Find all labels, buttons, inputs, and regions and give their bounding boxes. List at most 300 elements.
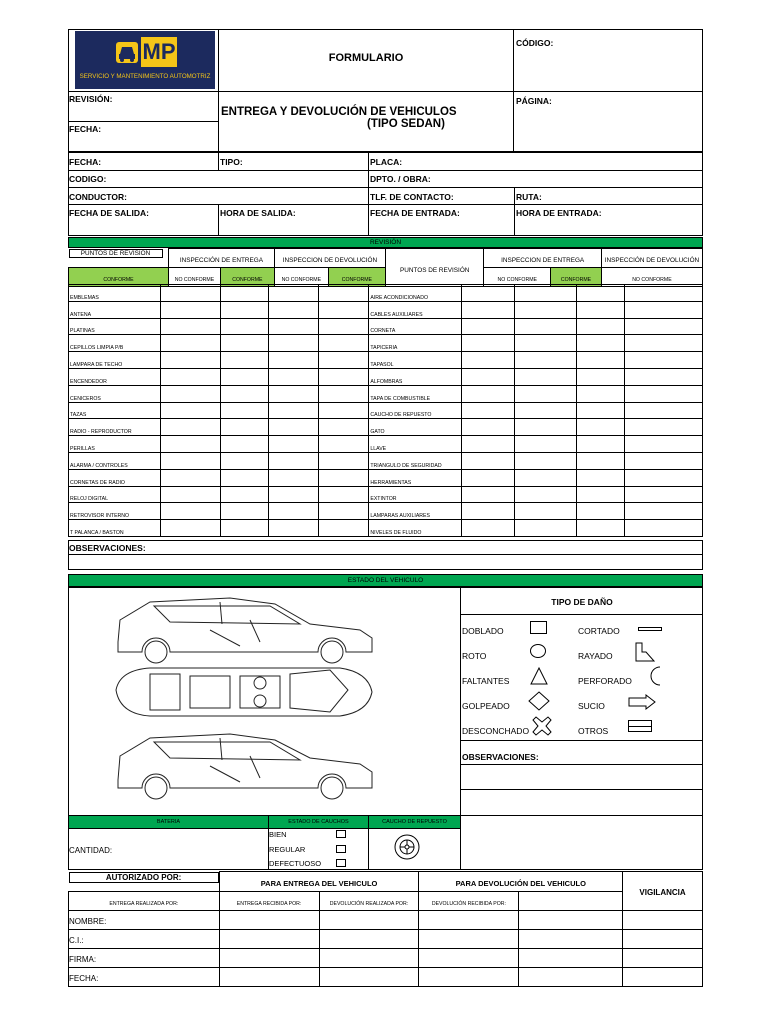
check-cell[interactable] xyxy=(515,402,577,419)
right-item-cell xyxy=(369,503,461,520)
check-cell[interactable] xyxy=(577,352,624,369)
check-cell[interactable] xyxy=(461,486,514,503)
signature-cell[interactable] xyxy=(419,968,519,987)
info-hora-entrada: HORA DE ENTRADA: xyxy=(516,208,602,218)
return-header: PARA DEVOLUCIÓN DEL VEHICULO xyxy=(419,872,623,892)
return-made-by-header: DEVOLUCIÓN REALIZADA POR: xyxy=(319,892,419,911)
signature-cell[interactable] xyxy=(623,911,703,930)
check-cell[interactable] xyxy=(624,419,702,436)
damage-hline-7 xyxy=(461,789,703,790)
damage-cortado-label: CORTADO xyxy=(578,626,620,636)
double-bar-icon xyxy=(628,720,652,732)
signature-cell[interactable] xyxy=(219,949,319,968)
info-fecha-salida: FECHA DE SALIDA: xyxy=(69,208,149,218)
check-cell[interactable] xyxy=(461,503,514,520)
revision-item-label: TAPASOL xyxy=(370,361,394,368)
signature-cell[interactable] xyxy=(623,949,703,968)
check-cell[interactable] xyxy=(515,318,577,335)
left-item-cell xyxy=(69,352,161,369)
check-cell[interactable] xyxy=(268,452,318,469)
signature-cell[interactable] xyxy=(419,911,519,930)
left-return-header: INSPECCION DE DEVOLUCIÓN xyxy=(274,249,385,268)
check-cell[interactable] xyxy=(161,301,220,318)
circle-icon xyxy=(530,644,546,658)
conforme-header: CONFORME xyxy=(69,268,169,287)
check-cell[interactable] xyxy=(515,352,577,369)
info-hline-1 xyxy=(68,170,703,171)
info-hline-3 xyxy=(68,204,703,205)
check-cell[interactable] xyxy=(220,469,268,486)
check-cell[interactable] xyxy=(577,318,624,335)
damage-hline-5 xyxy=(461,740,703,741)
check-cell[interactable] xyxy=(461,402,514,419)
info-vline-2 xyxy=(218,204,219,236)
tire-bien-checkbox[interactable] xyxy=(336,830,346,838)
left-item-cell xyxy=(69,419,161,436)
check-cell[interactable] xyxy=(161,352,220,369)
left-item-cell xyxy=(69,335,161,352)
table-row xyxy=(69,419,703,436)
delivery-made-by-header: ENTREGA REALIZADA POR: xyxy=(69,892,220,911)
check-cell[interactable] xyxy=(577,335,624,352)
revision-item-label: TAPICERIA xyxy=(370,345,398,352)
check-cell[interactable] xyxy=(577,285,624,302)
check-cell[interactable] xyxy=(461,352,514,369)
scratch-icon xyxy=(634,642,656,667)
revision-item-label: ALARMA / CONTROLES xyxy=(70,462,128,469)
signature-cell[interactable] xyxy=(319,968,419,987)
left-delivery-header: INSPECCIÓN DE ENTREGA xyxy=(169,249,275,268)
spare-tire-header: CAUCHO DE REPUESTO xyxy=(369,816,460,828)
check-cell[interactable] xyxy=(577,503,624,520)
delivery-received-by-header: ENTREGA RECIBIDA POR: xyxy=(219,892,319,911)
check-cell[interactable] xyxy=(268,318,318,335)
revision-observations-line xyxy=(68,554,703,555)
revision-banner: REVISIÓN xyxy=(68,237,703,248)
vehicle-banner: ESTADO DEL VEHICULO xyxy=(68,574,703,587)
signature-cell[interactable] xyxy=(219,930,319,949)
check-cell[interactable] xyxy=(624,452,702,469)
left-item-cell xyxy=(69,503,161,520)
check-cell[interactable] xyxy=(515,335,577,352)
signature-cell[interactable] xyxy=(623,968,703,987)
check-cell[interactable] xyxy=(161,452,220,469)
damage-roto-label: ROTO xyxy=(462,651,487,661)
info-fecha-entrada: FECHA DE ENTRADA: xyxy=(370,208,460,218)
left-item-cell xyxy=(69,402,161,419)
check-cell[interactable] xyxy=(220,452,268,469)
triangle-icon xyxy=(530,667,548,690)
right-item-cell xyxy=(369,452,461,469)
check-cell[interactable] xyxy=(268,486,318,503)
check-cell[interactable] xyxy=(268,419,318,436)
square-icon xyxy=(530,621,547,634)
damage-perforado-label: PERFORADO xyxy=(578,676,632,686)
check-cell[interactable] xyxy=(624,503,702,520)
signature-cell[interactable] xyxy=(219,968,319,987)
signature-cell[interactable] xyxy=(319,949,419,968)
check-cell[interactable] xyxy=(161,318,220,335)
check-cell[interactable] xyxy=(624,318,702,335)
right-item-cell xyxy=(369,335,461,352)
conforme-header: CONFORME xyxy=(551,268,602,287)
check-cell[interactable] xyxy=(268,402,318,419)
signature-cell[interactable] xyxy=(419,949,519,968)
check-cell[interactable] xyxy=(220,368,268,385)
company-logo xyxy=(75,31,215,89)
check-cell[interactable] xyxy=(268,285,318,302)
revision-item-label: HERRAMIENTAS xyxy=(370,479,412,486)
check-cell[interactable] xyxy=(461,452,514,469)
check-cell[interactable] xyxy=(319,452,369,469)
revision-item-label: TAPA DE COMBUSTIBLE xyxy=(370,395,431,402)
damage-hline-0 xyxy=(461,614,703,615)
info-placa: PLACA: xyxy=(370,157,403,167)
check-cell[interactable] xyxy=(461,436,514,453)
security-header: VIGILANCIA xyxy=(623,872,703,911)
damage-title: TIPO DE DAÑO xyxy=(551,597,613,607)
check-cell[interactable] xyxy=(220,520,268,537)
info-hora-salida: HORA DE SALIDA: xyxy=(220,208,296,218)
revision-item-label: EXTINTOR xyxy=(370,496,397,503)
info-hline-2 xyxy=(68,187,703,188)
revision-label: REVISIÓN: xyxy=(69,94,113,104)
revision-item-label: TAZAS xyxy=(70,412,87,419)
revision-item-label: EMBLEMAS xyxy=(70,294,99,301)
right-item-cell xyxy=(369,318,461,335)
revision-item-label: RELOJ DIGITAL xyxy=(70,496,108,503)
info-tlf: TLF. DE CONTACTO: xyxy=(370,192,454,202)
check-cell[interactable] xyxy=(515,486,577,503)
check-cell[interactable] xyxy=(624,285,702,302)
table-row xyxy=(69,352,703,369)
check-cell[interactable] xyxy=(624,402,702,419)
check-cell[interactable] xyxy=(515,368,577,385)
check-cell[interactable] xyxy=(319,301,369,318)
spare-tire-icon xyxy=(394,834,420,865)
conforme-header: CONFORME xyxy=(220,268,274,287)
check-cell[interactable] xyxy=(268,385,318,402)
points-header-right: PUNTOS DE REVISIÓN xyxy=(385,249,483,287)
check-cell[interactable] xyxy=(577,520,624,537)
tires-hline xyxy=(68,828,460,829)
check-cell[interactable] xyxy=(461,335,514,352)
table-row xyxy=(69,318,703,335)
check-cell[interactable] xyxy=(220,352,268,369)
left-item-cell xyxy=(69,385,161,402)
signature-table xyxy=(68,871,703,987)
check-cell[interactable] xyxy=(515,301,577,318)
right-item-cell xyxy=(369,385,461,402)
right-delivery-header: INSPECCION DE ENTREGA xyxy=(484,249,601,268)
check-cell[interactable] xyxy=(161,335,220,352)
signature-cell[interactable] xyxy=(219,911,319,930)
check-cell[interactable] xyxy=(577,368,624,385)
check-cell[interactable] xyxy=(461,520,514,537)
check-cell[interactable] xyxy=(461,469,514,486)
damage-golpeado-label: GOLPEADO xyxy=(462,701,510,711)
signature-cell[interactable] xyxy=(419,930,519,949)
diamond-icon xyxy=(528,691,550,716)
signature-row xyxy=(69,930,703,949)
info-fecha: FECHA: xyxy=(69,157,102,167)
revision-item-label: ANTENA xyxy=(70,311,92,318)
check-cell[interactable] xyxy=(577,469,624,486)
signature-row-label: C.I.: xyxy=(69,930,220,949)
table-row xyxy=(69,385,703,402)
tire-regular-checkbox[interactable] xyxy=(336,845,346,853)
header-hline-1 xyxy=(68,91,703,92)
table-row xyxy=(69,503,703,520)
check-cell[interactable] xyxy=(161,486,220,503)
check-cell[interactable] xyxy=(461,301,514,318)
header-hline-2 xyxy=(68,121,218,122)
check-cell[interactable] xyxy=(624,368,702,385)
check-cell[interactable] xyxy=(515,452,577,469)
tire-state-header: ESTADO DE CAUCHOS xyxy=(269,816,368,828)
check-cell[interactable] xyxy=(515,469,577,486)
left-item-cell xyxy=(69,520,161,537)
table-row xyxy=(69,402,703,419)
revision-item-label: PERILLAS xyxy=(70,445,95,452)
check-cell[interactable] xyxy=(515,436,577,453)
revision-item-label: T PALANCA / BASTON xyxy=(70,529,124,536)
check-cell[interactable] xyxy=(319,436,369,453)
info-conductor: CONDUCTOR: xyxy=(69,192,127,202)
check-cell[interactable] xyxy=(220,285,268,302)
check-cell[interactable] xyxy=(624,385,702,402)
revision-observations-box xyxy=(68,540,703,570)
tire-defectuoso-checkbox[interactable] xyxy=(336,859,346,867)
tire-regular-label: REGULAR xyxy=(269,845,306,854)
left-item-cell xyxy=(69,318,161,335)
no-conforme-header: NO CONFORME xyxy=(169,268,221,287)
signature-row xyxy=(69,949,703,968)
damage-rayado-label: RAYADO xyxy=(578,651,613,661)
signature-cell[interactable] xyxy=(519,949,623,968)
check-cell[interactable] xyxy=(268,352,318,369)
double-bar-icon-divider xyxy=(629,726,651,727)
check-cell[interactable] xyxy=(161,402,220,419)
check-cell[interactable] xyxy=(577,452,624,469)
cross-icon xyxy=(532,716,552,741)
check-cell[interactable] xyxy=(319,352,369,369)
signature-row-label: FIRMA: xyxy=(69,949,220,968)
tire-defectuoso-label: DEFECTUOSO xyxy=(269,859,322,868)
form-label: FORMULARIO xyxy=(328,52,404,64)
right-item-cell xyxy=(369,520,461,537)
check-cell[interactable] xyxy=(515,503,577,520)
check-cell[interactable] xyxy=(461,318,514,335)
check-cell[interactable] xyxy=(161,520,220,537)
battery-quantity-label: CANTIDAD: xyxy=(69,846,113,855)
table-row xyxy=(69,301,703,318)
signature-row xyxy=(69,968,703,987)
check-cell[interactable] xyxy=(624,335,702,352)
info-ruta: RUTA: xyxy=(516,192,542,202)
check-cell[interactable] xyxy=(319,368,369,385)
check-cell[interactable] xyxy=(624,436,702,453)
left-item-cell xyxy=(69,469,161,486)
revision-item-label: AIRE ACONDICIONADO xyxy=(370,294,429,301)
check-cell[interactable] xyxy=(577,419,624,436)
check-cell[interactable] xyxy=(515,385,577,402)
check-cell[interactable] xyxy=(461,368,514,385)
check-cell[interactable] xyxy=(577,301,624,318)
right-item-cell xyxy=(369,436,461,453)
signature-cell[interactable] xyxy=(519,968,623,987)
revision-item-label: GATO xyxy=(370,429,385,436)
signature-row-label: FECHA: xyxy=(69,968,220,987)
check-cell[interactable] xyxy=(161,469,220,486)
check-cell[interactable] xyxy=(220,335,268,352)
check-cell[interactable] xyxy=(624,469,702,486)
info-dpto: DPTO. / OBRA: xyxy=(370,174,431,184)
check-cell[interactable] xyxy=(515,520,577,537)
check-cell[interactable] xyxy=(161,436,220,453)
right-item-cell xyxy=(369,285,461,302)
car-icon xyxy=(114,40,140,65)
check-cell[interactable] xyxy=(577,486,624,503)
delivery-header: PARA ENTREGA DEL VEHICULO xyxy=(219,872,419,892)
revision-item-label: TRIANGULO DE SEGURIDAD xyxy=(370,462,442,469)
right-item-cell xyxy=(369,486,461,503)
check-cell[interactable] xyxy=(161,419,220,436)
revision-item-label: CENICEROS xyxy=(70,395,101,402)
check-cell[interactable] xyxy=(319,486,369,503)
right-item-cell xyxy=(369,469,461,486)
signature-row xyxy=(69,911,703,930)
check-cell[interactable] xyxy=(319,469,369,486)
damage-hline-6 xyxy=(461,764,703,765)
table-row xyxy=(69,469,703,486)
car-diagram xyxy=(110,590,380,812)
left-item-cell xyxy=(69,436,161,453)
table-row xyxy=(69,520,703,537)
logo-text: MP xyxy=(141,37,177,67)
left-item-cell xyxy=(69,452,161,469)
check-cell[interactable] xyxy=(268,503,318,520)
check-cell[interactable] xyxy=(268,368,318,385)
revision-items-table xyxy=(68,284,703,537)
revision-item-label: CEPILLOS LIMPIA P/B xyxy=(70,345,124,352)
check-cell[interactable] xyxy=(268,301,318,318)
table-row xyxy=(69,285,703,302)
check-cell[interactable] xyxy=(319,402,369,419)
right-item-cell xyxy=(369,419,461,436)
vehicle-observations-label: OBSERVACIONES: xyxy=(462,752,539,762)
info-vline-4 xyxy=(514,187,515,236)
check-cell[interactable] xyxy=(461,285,514,302)
info-codigo: CODIGO: xyxy=(69,174,107,184)
battery-header: BATERIA xyxy=(69,816,268,828)
check-cell[interactable] xyxy=(461,419,514,436)
signature-cell[interactable] xyxy=(319,911,419,930)
check-cell[interactable] xyxy=(220,436,268,453)
check-cell[interactable] xyxy=(161,503,220,520)
check-cell[interactable] xyxy=(624,486,702,503)
signature-cell[interactable] xyxy=(519,930,623,949)
revision-item-label: ENCENDEDOR xyxy=(70,378,107,385)
check-cell[interactable] xyxy=(624,520,702,537)
check-cell[interactable] xyxy=(220,385,268,402)
left-item-cell xyxy=(69,486,161,503)
damage-faltantes-label: FALTANTES xyxy=(462,676,510,686)
document-title-line1: ENTREGA Y DEVOLUCIÓN DE VEHICULOS xyxy=(221,106,457,118)
check-cell[interactable] xyxy=(515,419,577,436)
signature-cell[interactable] xyxy=(319,930,419,949)
check-cell[interactable] xyxy=(624,301,702,318)
check-cell[interactable] xyxy=(220,419,268,436)
check-cell[interactable] xyxy=(268,335,318,352)
check-cell[interactable] xyxy=(319,318,369,335)
check-cell[interactable] xyxy=(161,368,220,385)
no-conforme-header: NO CONFORME xyxy=(601,268,702,287)
check-cell[interactable] xyxy=(319,503,369,520)
check-cell[interactable] xyxy=(577,402,624,419)
left-item-cell xyxy=(69,368,161,385)
check-cell[interactable] xyxy=(220,318,268,335)
check-cell[interactable] xyxy=(319,520,369,537)
table-row xyxy=(69,436,703,453)
check-cell[interactable] xyxy=(268,436,318,453)
check-cell[interactable] xyxy=(461,385,514,402)
table-row xyxy=(69,486,703,503)
check-cell[interactable] xyxy=(220,301,268,318)
left-item-cell xyxy=(69,301,161,318)
points-header-left: PUNTOS DE REVISIÓN xyxy=(69,249,163,258)
check-cell[interactable] xyxy=(515,285,577,302)
check-cell[interactable] xyxy=(220,486,268,503)
revision-item-label: RETROVISOR INTERNO xyxy=(70,513,130,520)
check-cell[interactable] xyxy=(161,385,220,402)
check-cell[interactable] xyxy=(319,335,369,352)
signature-row-label: NOMBRE: xyxy=(69,911,220,930)
check-cell[interactable] xyxy=(577,385,624,402)
revision-header-table xyxy=(68,248,703,287)
table-row xyxy=(69,368,703,385)
check-cell[interactable] xyxy=(319,285,369,302)
header-date-label: FECHA: xyxy=(69,124,102,134)
vehicle-vline xyxy=(460,587,461,870)
check-cell[interactable] xyxy=(268,469,318,486)
return-received-by-header: DEVOLUCIÓN RECIBIDA POR: xyxy=(419,892,519,911)
revision-item-label: CORNETAS DE RADIO xyxy=(70,479,125,486)
damage-sucio-label: SUCIO xyxy=(578,701,605,711)
check-cell[interactable] xyxy=(220,503,268,520)
revision-item-label: LAMPARAS AUXILIARES xyxy=(370,513,430,520)
right-item-cell xyxy=(369,301,461,318)
revision-item-label: CABLES AUXILIARES xyxy=(370,311,423,318)
revision-item-label: RADIO - REPRODUCTOR xyxy=(70,429,132,436)
check-cell[interactable] xyxy=(319,385,369,402)
left-item-cell xyxy=(69,285,161,302)
check-cell[interactable] xyxy=(220,402,268,419)
check-cell[interactable] xyxy=(268,520,318,537)
damage-doblado-label: DOBLADO xyxy=(462,626,504,636)
conforme-header: CONFORME xyxy=(328,268,385,287)
page-label: PÁGINA: xyxy=(516,96,552,106)
check-cell[interactable] xyxy=(319,419,369,436)
signature-cell[interactable] xyxy=(519,911,623,930)
tire-bien-label: BIEN xyxy=(269,830,287,839)
revision-item-label: LAMPARA DE TECHO xyxy=(70,361,123,368)
info-tipo: TIPO: xyxy=(220,157,243,167)
check-cell[interactable] xyxy=(624,352,702,369)
check-cell[interactable] xyxy=(161,285,220,302)
signature-cell[interactable] xyxy=(623,930,703,949)
check-cell[interactable] xyxy=(577,436,624,453)
